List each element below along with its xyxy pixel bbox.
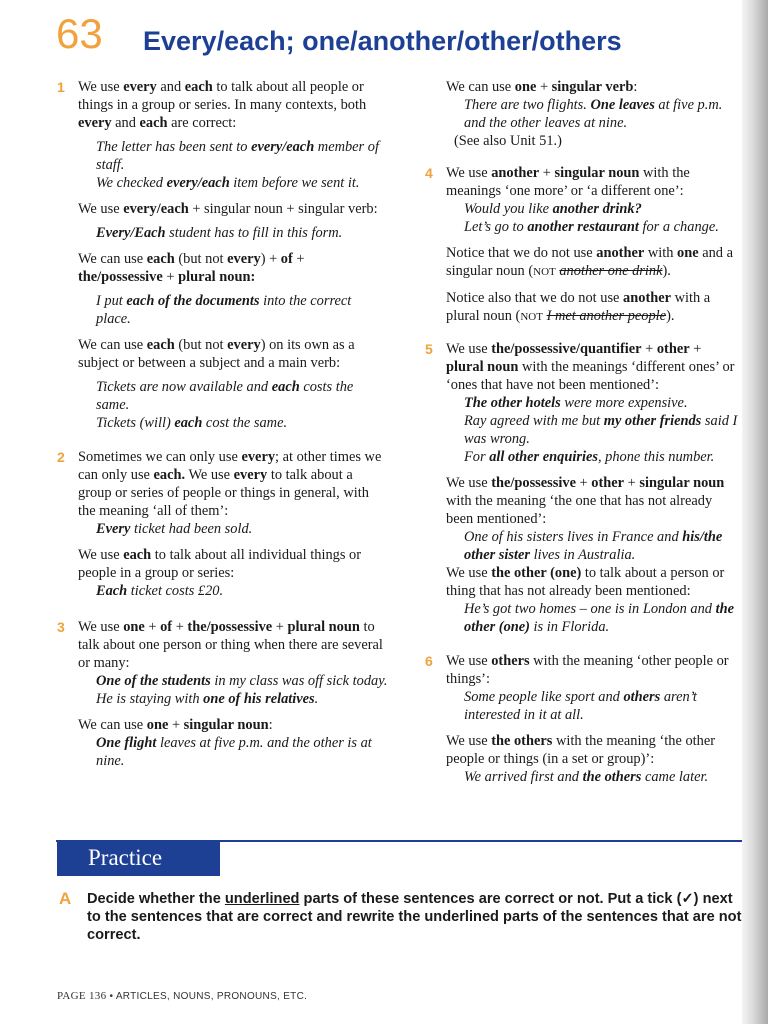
section-4 [425,164,741,326]
section-5 [425,340,741,636]
cross-reference: (See also Unit 51.) [454,133,562,149]
page-footer [57,990,307,1002]
example-sentence: We arrived first and the others came later. [464,769,709,785]
example-sentence: One of his sisters lives in France and his/the other sister lives in Australia. [464,529,723,563]
example-sentence: He’s got two homes – one is in London and the other (one) is in Florida. [464,601,734,635]
section-number: 4 [425,165,433,181]
example-sentence: Some people like sport and others aren’t interested in it at all. [464,689,697,723]
footer-section: ARTICLES, NOUNS, PRONOUNS, ETC. [115,991,308,1002]
section-number: 5 [425,341,433,357]
example-sentence: We checked every/each item before we sent it. [96,175,360,191]
example-sentence: Tickets are now available and each costs the same. [96,379,354,413]
section-3-continued [425,78,741,150]
example-sentence: One of the students in my class was off sick today. [96,673,388,689]
section-number: 1 [57,79,65,95]
rule-text: Sometimes we can only use every; at other times we can only use each. We use every to talk about a group or series of people or things in general, with the meaning ‘all of them’: [78,449,382,519]
rule-text: Notice also that we do not use another with a plural noun (NOT I met another people). [446,290,711,324]
example-sentence: Every ticket had been sold. [96,521,253,537]
rule-text: We use the others with the meaning ‘the other people or things (in a set or group)’: [446,733,716,767]
example-sentence: The letter has been sent to every/each member of staff. [96,139,379,173]
rule-text: We can use one + singular verb: [446,79,638,95]
page-edge-shadow [742,0,768,1024]
example-sentence: Would you like another drink? [464,201,642,217]
rule-text: We use each to talk about all individual things or people in a group or series: [78,547,362,581]
rule-text: We use the/possessive + other + singular noun with the meaning ‘the one that has not already been mentioned’: [446,475,725,527]
rule-text: We use others with the meaning ‘other people or things’: [446,653,729,687]
exercise-instruction: Decide whether the underlined parts of these sentences are correct or not. Put a tick (✓) next to the sentences that are correct and rewrite the underlined parts of the sentences that are not correct. [87,891,742,943]
section-number: 6 [425,653,433,669]
section-2 [57,448,389,600]
unit-number: 63 [56,10,103,57]
example-sentence: There are two flights. One leaves at five p.m. and the other leaves at nine. [464,97,723,131]
section-3 [57,618,389,770]
right-column [425,78,741,796]
rule-text: We can use each (but not every) + of + the/possessive + plural noun: [78,251,305,285]
exercise-letter: A [59,889,72,908]
rule-text: We use every and each to talk about all people or things in a group or series. In many contexts, both every and each are correct: [78,79,367,131]
rule-text: We can use each (but not every) on its own as a subject or between a subject and a main verb: [78,337,355,371]
example-sentence: For all other enquiries, phone this number. [464,449,715,465]
section-number: 2 [57,449,65,465]
section-1 [57,78,389,432]
example-sentence: The other hotels were more expensive. [464,395,688,411]
left-column [57,78,389,780]
example-sentence: Every/Each student has to fill in this form. [96,225,343,241]
example-sentence: Ray agreed with me but my other friends said I was wrong. [464,413,738,447]
section-6 [425,652,741,786]
example-sentence: He is staying with one of his relatives. [96,691,319,707]
example-sentence: One flight leaves at five p.m. and the other is at nine. [96,735,372,769]
example-sentence: Each ticket costs £20. [96,583,224,599]
rule-text: We can use one + singular noun: [78,717,273,733]
rule-text: We use one + of + the/possessive + plural noun to talk about one person or thing when there are several or many: [78,619,383,671]
rule-text: Notice that we do not use another with one and a singular noun (NOT another one drink). [446,245,733,279]
section-number: 3 [57,619,65,635]
example-sentence: I put each of the documents into the correct place. [96,293,352,327]
example-sentence: Tickets (will) each cost the same. [96,415,288,431]
example-sentence: Let’s go to another restaurant for a change. [464,219,719,235]
practice-heading: Practice [88,845,163,870]
rule-text: We use the other (one) to talk about a person or thing that has not already been mentioned: [446,565,725,599]
rule-text: We use another + singular noun with the meanings ‘one more’ or ‘a different one’: [446,165,690,199]
rule-text: We use every/each + singular noun + singular verb: [78,201,378,217]
footer-bullet: • [109,991,114,1002]
unit-title: Every/each; one/another/other/others [143,26,622,56]
page-number: PAGE 136 [57,990,107,1002]
rule-text: We use the/possessive/quantifier + other + plural noun with the meanings ‘different ones’ or ‘ones that have not been mentioned’: [446,341,735,393]
